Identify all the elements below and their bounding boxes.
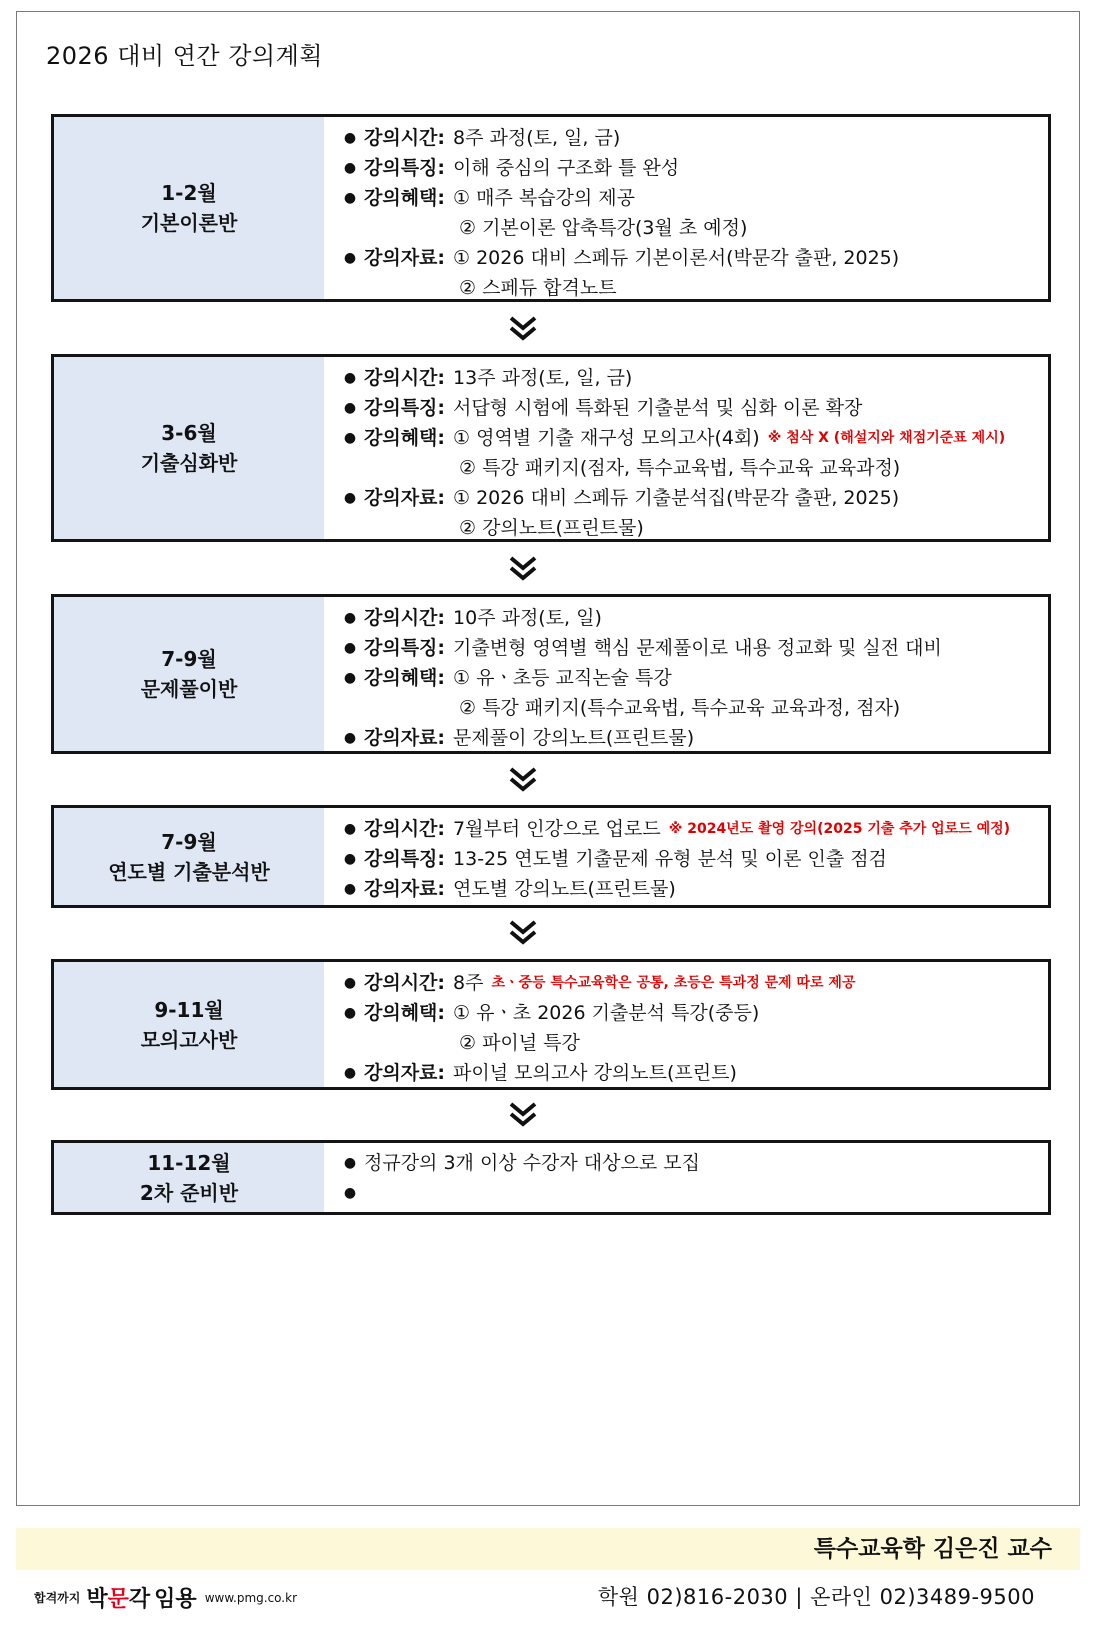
detail-note: ※ 2024년도 촬영 강의(2025 기출 추가 업로드 예정) <box>668 821 1011 837</box>
detail-label: 강의혜택: <box>364 187 446 209</box>
detail-line <box>336 874 1048 904</box>
course-heading <box>54 962 324 1087</box>
bullet-icon: ● <box>343 1005 357 1021</box>
course-heading <box>54 357 324 539</box>
bullet-icon: ● <box>343 851 357 867</box>
double-chevron-down-icon <box>508 556 538 582</box>
detail-label: 강의자료: <box>364 487 446 509</box>
double-chevron-down-icon <box>508 920 538 946</box>
detail-text: ② 기본이론 압축특강(3월 초 예정) <box>459 217 748 239</box>
detail-label: 강의시간: <box>364 972 446 994</box>
bullet-icon: ● <box>343 370 357 386</box>
detail-note: ※ 첨삭 X (해설지와 채점기준표 제시) <box>767 430 1006 446</box>
course-details <box>324 597 1048 751</box>
detail-text: 8주 <box>453 972 484 994</box>
detail-line <box>336 1028 1048 1058</box>
bullet-icon: ● <box>343 881 357 897</box>
logo-tagline: 합격까지 <box>34 1591 81 1605</box>
bullet-icon: ● <box>343 400 357 416</box>
detail-line <box>336 453 1048 483</box>
detail-line <box>336 243 1048 273</box>
detail-text: 8주 과정(토, 일, 금) <box>453 127 621 149</box>
detail-line <box>336 183 1048 213</box>
course-name: 연도별 기출분석반 <box>108 859 270 884</box>
course-details <box>324 1143 1048 1212</box>
chevron-stroke <box>511 1104 535 1114</box>
detail-text: 13-25 연도별 기출문제 유형 분석 및 이론 인출 점검 <box>453 848 887 870</box>
bullet-icon: ● <box>343 130 357 146</box>
course-period: 7-9월 <box>161 829 217 854</box>
publisher-logo[interactable] <box>34 1582 297 1613</box>
detail-label: 강의자료: <box>364 1062 446 1084</box>
detail-text: ② 특강 패키지(특수교육법, 특수교육 교육과정, 점자) <box>459 697 901 719</box>
course-name: 모의고사반 <box>140 1027 238 1052</box>
detail-line <box>336 393 1048 423</box>
logo-brand-3: 각 <box>128 1587 151 1612</box>
course-name: 기본이론반 <box>140 211 238 235</box>
course-block <box>51 805 1051 908</box>
bullet-icon: ● <box>343 250 357 266</box>
bullet-icon: ● <box>343 490 357 506</box>
detail-label: 강의시간: <box>364 127 446 149</box>
detail-text: 10주 과정(토, 일) <box>453 607 602 629</box>
double-chevron-down-icon <box>508 1102 538 1128</box>
detail-text: 기출변형 영역별 핵심 문제풀이로 내용 정교화 및 실전 대비 <box>453 637 942 659</box>
detail-line <box>336 153 1048 183</box>
detail-text: ② 강의노트(프린트물) <box>459 517 644 539</box>
bullet-icon: ● <box>343 730 357 746</box>
course-heading <box>54 1143 324 1212</box>
logo-sub: 임용 <box>154 1587 197 1612</box>
detail-text: ① 2026 대비 스페듀 기본이론서(박문각 출판, 2025) <box>453 247 900 269</box>
detail-line <box>336 998 1048 1028</box>
detail-text: 문제풀이 강의노트(프린트물) <box>453 727 695 749</box>
detail-text: ① 2026 대비 스페듀 기출분석집(박문각 출판, 2025) <box>453 487 900 509</box>
chevron-stroke <box>511 558 535 568</box>
detail-label: 강의혜택: <box>364 667 446 689</box>
detail-label: 강의혜택: <box>364 1002 446 1024</box>
footer-bar <box>16 1528 1080 1570</box>
course-period: 1-2월 <box>161 181 217 205</box>
detail-text: ② 특강 패키지(점자, 특수교육법, 특수교육 교육과정) <box>459 457 901 479</box>
detail-label: 강의자료: <box>364 727 446 749</box>
logo-url[interactable]: www.pmg.co.kr <box>204 1590 298 1605</box>
detail-line <box>336 213 1048 243</box>
detail-label: 강의특징: <box>364 848 446 870</box>
detail-line <box>336 633 1048 663</box>
double-chevron-down-icon <box>508 316 538 342</box>
chevron-stroke <box>511 922 535 932</box>
detail-line <box>336 423 1048 453</box>
course-block <box>51 114 1051 302</box>
bullet-icon: ● <box>343 190 357 206</box>
course-period: 9-11월 <box>154 997 224 1022</box>
detail-text: 정규강의 3개 이상 수강자 대상으로 모집 <box>364 1152 700 1174</box>
course-period: 11-12월 <box>147 1150 231 1175</box>
course-heading <box>54 597 324 751</box>
detail-line <box>336 968 1048 998</box>
detail-line <box>336 723 1048 753</box>
course-block <box>51 594 1051 754</box>
detail-line <box>336 273 1048 303</box>
course-details <box>324 808 1048 905</box>
course-name: 2차 준비반 <box>139 1180 239 1205</box>
detail-text: 서답형 시험에 특화된 기출분석 및 심화 이론 확장 <box>453 397 863 419</box>
detail-label: 강의특징: <box>364 637 446 659</box>
bullet-icon: ● <box>343 1185 357 1201</box>
chevron-stroke <box>511 318 535 328</box>
detail-line <box>336 1178 1048 1208</box>
detail-label: 강의시간: <box>364 367 446 389</box>
logo-brand-2: 문 <box>107 1587 129 1612</box>
detail-text: 13주 과정(토, 일, 금) <box>453 367 633 389</box>
logo-brand-1: 박 <box>86 1587 108 1612</box>
course-details <box>324 117 1048 299</box>
detail-text: ① 유ㆍ초등 교직논술 특강 <box>453 667 672 689</box>
logo-brand <box>86 1582 150 1613</box>
bullet-icon: ● <box>343 610 357 626</box>
detail-text: ② 파이널 특강 <box>459 1032 580 1054</box>
bullet-icon: ● <box>343 1155 357 1171</box>
detail-text: ② 스페듀 합격노트 <box>459 277 617 299</box>
detail-label: 강의자료: <box>364 878 446 900</box>
detail-text: 파이널 모의고사 강의노트(프린트) <box>453 1062 737 1084</box>
detail-text: 연도별 강의노트(프린트물) <box>453 878 676 900</box>
bullet-icon: ● <box>343 640 357 656</box>
bullet-icon: ● <box>343 821 357 837</box>
detail-text: ① 영역별 기출 재구성 모의고사(4회) <box>453 427 760 449</box>
detail-line <box>336 363 1048 393</box>
chevron-stroke <box>511 769 535 779</box>
contact-info: 학원 02)816-2030 | 온라인 02)3489-9500 <box>597 1585 1035 1609</box>
course-block <box>51 959 1051 1090</box>
bullet-icon: ● <box>343 160 357 176</box>
course-details <box>324 962 1048 1087</box>
detail-line <box>336 844 1048 874</box>
detail-label: 강의시간: <box>364 818 446 840</box>
detail-line <box>336 663 1048 693</box>
professor-name: 특수교육학 김은진 교수 <box>813 1536 1052 1562</box>
detail-label: 강의혜택: <box>364 427 446 449</box>
bullet-icon: ● <box>343 430 357 446</box>
detail-line <box>336 693 1048 723</box>
page-title: 2026 대비 연간 강의계획 <box>46 42 323 70</box>
detail-line <box>336 123 1048 153</box>
detail-label: 강의자료: <box>364 247 446 269</box>
detail-line <box>336 1148 1048 1178</box>
detail-text: 7월부터 인강으로 업로드 <box>453 818 661 840</box>
detail-text: ① 유ㆍ초 2026 기출분석 특강(중등) <box>453 1002 760 1024</box>
double-chevron-down-icon <box>508 767 538 793</box>
detail-line <box>336 513 1048 543</box>
course-heading <box>54 117 324 299</box>
detail-line <box>336 814 1048 844</box>
course-block <box>51 1140 1051 1215</box>
course-heading <box>54 808 324 905</box>
detail-label: 강의시간: <box>364 607 446 629</box>
bullet-icon: ● <box>343 670 357 686</box>
course-details <box>324 357 1048 539</box>
detail-line <box>336 1058 1048 1088</box>
course-period: 7-9월 <box>161 647 217 671</box>
detail-label: 강의특징: <box>364 397 446 419</box>
course-period: 3-6월 <box>161 421 217 445</box>
detail-line <box>336 483 1048 513</box>
bullet-icon: ● <box>343 1065 357 1081</box>
detail-label: 강의특징: <box>364 157 446 179</box>
detail-line <box>336 603 1048 633</box>
course-block <box>51 354 1051 542</box>
detail-note: 초ㆍ중등 특수교육학은 공통, 초등은 특과정 문제 따로 제공 <box>491 975 856 991</box>
detail-text: ① 매주 복습강의 제공 <box>453 187 635 209</box>
course-name: 기출심화반 <box>140 451 238 475</box>
detail-text: 이해 중심의 구조화 틀 완성 <box>453 157 680 179</box>
bullet-icon: ● <box>343 975 357 991</box>
course-name: 문제풀이반 <box>140 677 238 701</box>
